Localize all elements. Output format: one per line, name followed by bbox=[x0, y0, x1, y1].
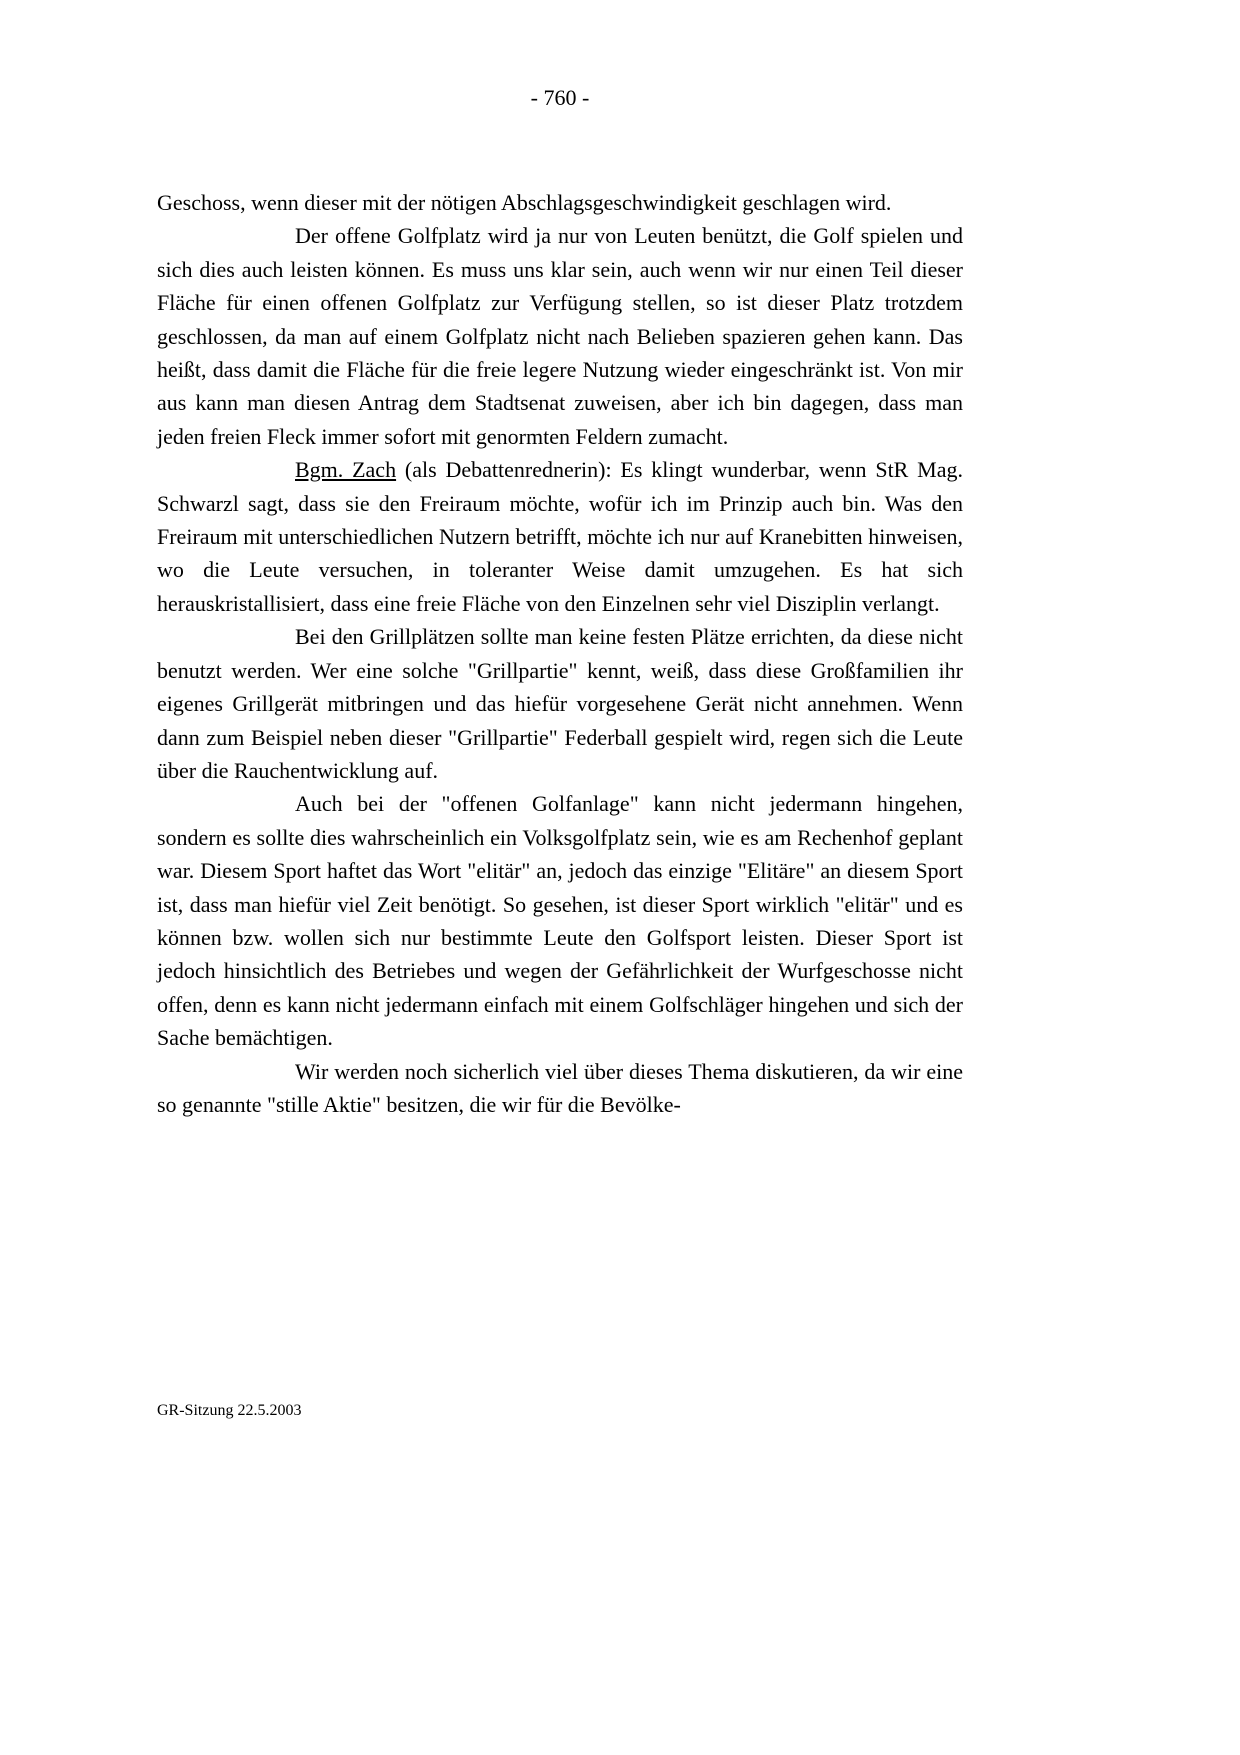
paragraph-speech bbox=[157, 453, 963, 620]
paragraph: Wir werden noch sicherlich viel über dieses Thema diskutieren, da wir eine so genannte "stille Aktie" besitzen, die wir für die Bevölke- bbox=[157, 1058, 963, 1117]
footer-session-label: GR-Sitzung 22.5.2003 bbox=[157, 1402, 302, 1419]
paragraph: Bei den Grillplätzen sollte man keine festen Plätze errichten, da diese nicht benutzt werden. Wer eine solche "Grillpartie" kennt, weiß, dass diese Großfamilien ihr eigenes Grillgerät mitbringen und das hiefür vorgesehene Gerät nicht annehmen. Wenn dann zum Beispiel neben dieser "Grillpartie" Federball gespielt wird, regen sich die Leute über die Rauchentwicklung auf. bbox=[157, 624, 963, 783]
paragraph-continuation: Geschoss, wenn dieser mit der nötigen Abschlagsgeschwindigkeit geschlagen wird. bbox=[157, 190, 892, 215]
paragraph: Der offene Golfplatz wird ja nur von Leuten benützt, die Golf spielen und sich dies auch leisten können. Es muss uns klar sein, auch wenn wir nur einen Teil dieser Fläche für einen offenen Golfplatz zur Verfügung stellen, so ist dieser Platz trotzdem geschlossen, da man auf einem Golfplatz nicht nach Belieben spazieren gehen kann. Das heißt, dass damit die Fläche für die freie legere Nutzung wieder eingeschränkt ist. Von mir aus kann man diesen Antrag dem Stadtsenat zuweisen, aber ich bin dagegen, dass man jeden freien Fleck immer sofort mit genormten Feldern zumacht. bbox=[157, 223, 963, 449]
page-number: - 760 - bbox=[530, 85, 590, 110]
speaker-name: Bgm. Zach bbox=[295, 457, 397, 483]
speech-text: (als Debattenrednerin): Es klingt wunderbar, wenn StR Mag. Schwarzl sagt, dass sie den Freiraum möchte, wofür ich im Prinzip auch bin. Was den Freiraum mit unterschiedlichen Nutzern betrifft, möchte ich nur auf Kranebitten hinweisen, wo die Leute versuchen, in toleranter Weise damit umzugehen. Es hat sich herauskristallisiert, dass eine freie Fläche von den Einzelnen sehr viel Disziplin verlangt. bbox=[157, 457, 963, 616]
document-body bbox=[157, 186, 963, 1121]
paragraph: Auch bei der "offenen Golfanlage" kann nicht jedermann hingehen, sondern es sollte dies wahrscheinlich ein Volksgolfplatz sein, wie es am Rechenhof geplant war. Diesem Sport haftet das Wort "elitär" an, jedoch das einzige "Elitäre" an diesem Sport ist, dass man hiefür viel Zeit benötigt. So gesehen, ist dieser Sport wirklich "elitär" und es können bzw. wollen sich nur bestimmte Leute den Golfsport leisten. Dieser Sport ist jedoch hinsichtlich des Betriebes und wegen der Gefährlichkeit der Wurfgeschosse nicht offen, denn es kann nicht jedermann einfach mit einem Golfschläger hingehen und sich der Sache bemächtigen. bbox=[157, 791, 963, 1051]
